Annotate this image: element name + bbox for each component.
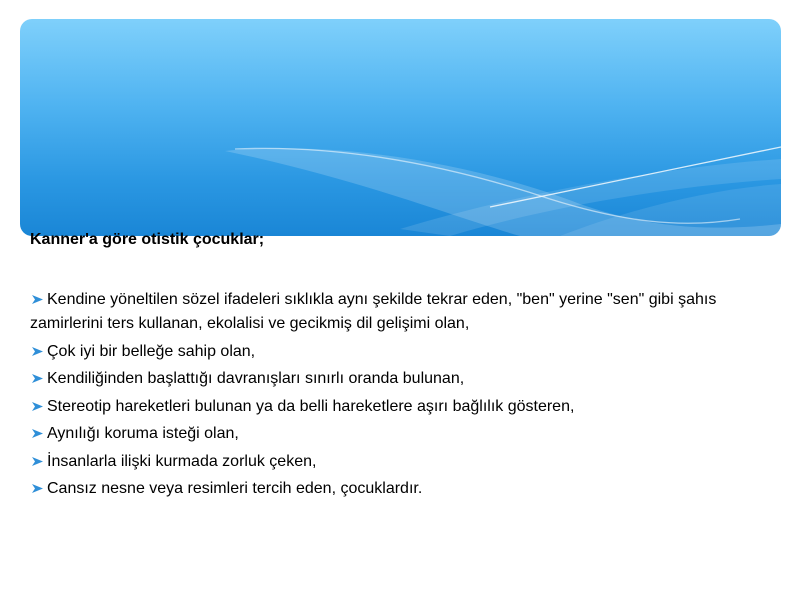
- list-item: [30, 367, 770, 391]
- list-item-text: Çok iyi bir belleğe sahip olan,: [47, 342, 256, 360]
- arrowhead-bullet-icon: [31, 373, 44, 384]
- wave-decoration-icon: [20, 19, 781, 236]
- arrowhead-bullet-icon: [31, 456, 44, 467]
- list-item: [30, 288, 770, 336]
- slide-content: [30, 228, 770, 505]
- list-item: [30, 450, 770, 474]
- arrowhead-bullet-icon: [31, 346, 44, 357]
- arrowhead-bullet-icon: [31, 428, 44, 439]
- list-item: [30, 395, 770, 419]
- list-item-text: Kendiliğinden başlattığı davranışları sınırlı oranda bulunan,: [47, 370, 465, 387]
- list-item-text: Stereotip hareketleri bulunan ya da belli hareketlere aşırı bağlılık gösteren,: [47, 397, 575, 415]
- list-item: [30, 477, 770, 501]
- arrowhead-bullet-icon: [31, 483, 44, 494]
- list-item-text: İnsanlarla ilişki kurmada zorluk çeken,: [47, 452, 317, 470]
- arrowhead-bullet-icon: [31, 294, 44, 305]
- list-item: [30, 422, 770, 446]
- slide-title: Kanner'a göre otistik çocuklar;: [30, 231, 265, 248]
- list-item-text: Cansız nesne veya resimleri tercih eden, çocuklardır.: [47, 480, 423, 497]
- list-item-text: Aynılığı koruma isteği olan,: [47, 425, 239, 442]
- bullet-list: [30, 288, 770, 501]
- list-item-text: Kendine yöneltilen sözel ifadeleri sıklıkla aynı şekilde tekrar eden, "ben" yerine "sen" gibi şahıs zamirlerini ters kullanan, ekolalisi ve gecikmiş dil gelişimi olan,: [30, 291, 717, 332]
- arrowhead-bullet-icon: [31, 401, 44, 412]
- list-item: [30, 340, 770, 364]
- header-banner: [20, 19, 781, 236]
